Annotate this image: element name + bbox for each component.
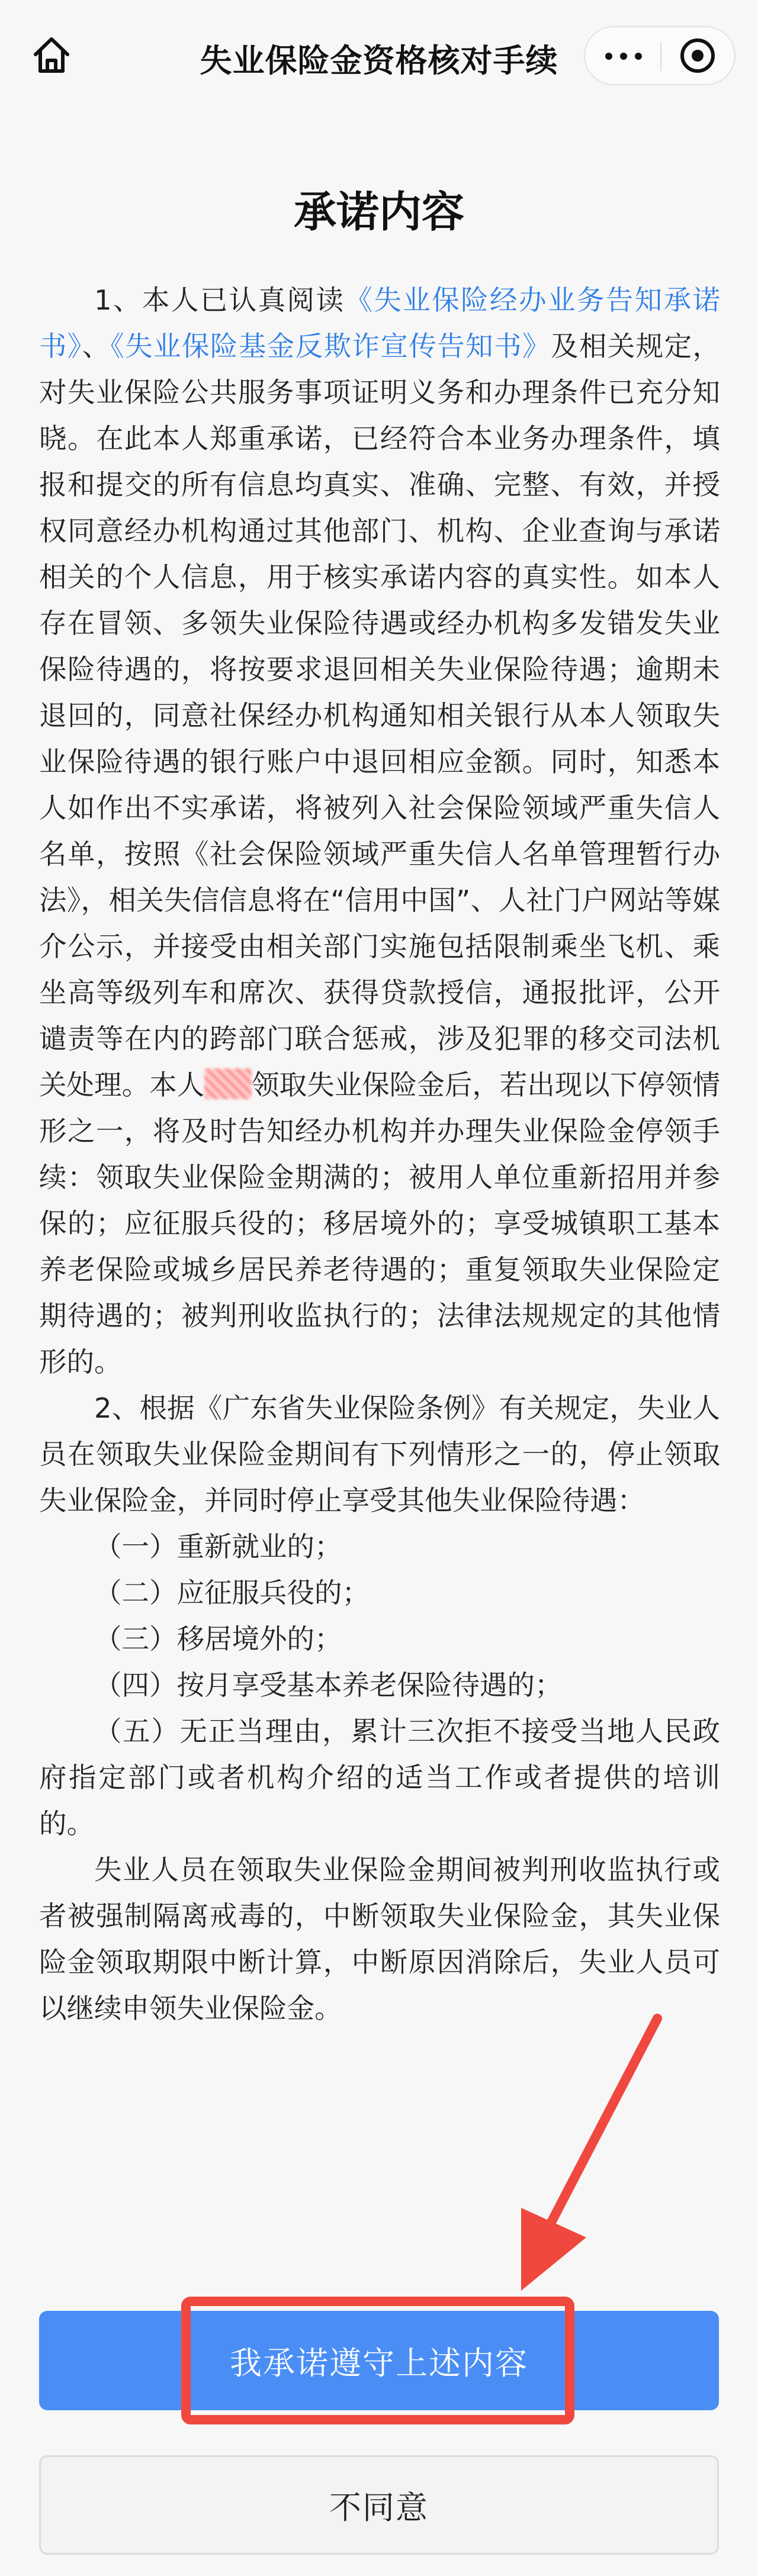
list-item: （一）重新就业的；	[94, 1531, 342, 1563]
section-heading: 承诺内容	[293, 187, 464, 237]
mini-program-capsule	[584, 26, 735, 85]
disagree-button[interactable]: 不同意	[39, 2455, 719, 2555]
paragraph-2: 2、根据《广东省失业保险条例》有关规定，失业人员在领取失业保险金期间有下列情形之一的，停止领取失业保险金，并同时停止享受其他失业保险待遇：	[39, 1392, 720, 1516]
commitment-text	[39, 277, 720, 2031]
agree-button[interactable]: 我承诺遵守上述内容	[39, 2311, 719, 2410]
link-anti-fraud-notice[interactable]: 《失业保险基金反欺诈宣传告知书》	[110, 330, 551, 362]
capsule-divider	[660, 41, 661, 71]
link-notice-letter[interactable]: 《失业保险经办业务告知承诺书》	[39, 284, 720, 362]
list-item: （五）无正当理由，累计三次拒不接受当地人民政府指定部门或者机构介绍的适当工作或者提供的培训的。	[39, 1715, 720, 1840]
list-item: （三）移居境外的；	[94, 1623, 342, 1655]
more-dots-icon[interactable]	[603, 41, 644, 71]
list-item: （二）应征服兵役的；	[94, 1577, 370, 1609]
target-close-icon[interactable]	[680, 38, 715, 73]
paragraph-1: 1、本人已认真阅读《失业保险经办业务告知承诺书》、《失业保险基金反欺诈宣传告知书》及相关规定，对失业保险公共服务事项证明义务和办理条件已充分知晓。在此本人郑重承诺，已经符合本业务办理条件，填报和提交的所有信息均真实、准确、完整、有效，并授权同意经办机构通过其他部门、机构、企业查询与承诺相关的个人信息，用于核实承诺内容的真实性。如本人存在冒领、多领失业保险待遇或经办机构多发错发失业保险待遇的，将按要求退回相关失业保险待遇；逾期未退回的，同意社保经办机构通知相关银行从本人领取失业保险待遇的银行账户中退回相应金额。同时，知悉本人如作出不实承诺，将被列入社会保险领域严重失信人名单，按照《社会保险领域严重失信人名单管理暂行办法》，相关失信信息将在“信用中国”、人社门户网站等媒介公示，并接受由相关部门实施包括限制乘坐飞机、乘坐高等级列车和席次、获得贷款授信，通报批评，公开谴责等在内的跨部门联合惩戒，涉及犯罪的移交司法机关处理。本人 领取失业保险金后，若出现以下停领情形之一，将及时告知经办机构并办理失业保险金停领手续：领取失业保险金期满的；被用人单位重新招用并参保的；应征服兵役的；移居境外的；享受城镇职工基本养老保险或城乡居民养老待遇的；重复领取失业保险定期待遇的；被判刑收监执行的；法律法规规定的其他情形的。	[39, 284, 721, 1378]
nav-bar	[0, 0, 758, 111]
annotation-arrow-icon	[497, 2012, 675, 2297]
list-item: （四）按月享受基本养老保险待遇的；	[94, 1669, 563, 1701]
page-title: 失业保险金资格核对手续	[200, 42, 558, 79]
annotation-highlight-box	[181, 2297, 574, 2424]
redacted-name	[204, 1068, 252, 1099]
paragraph-3: 失业人员在领取失业保险金期间被判刑收监执行或者被强制隔离戒毒的，中断领取失业保险金，其失业保险金领取期限中断计算，中断原因消除后，失业人员可以继续申领失业保险金。	[39, 1854, 720, 2024]
